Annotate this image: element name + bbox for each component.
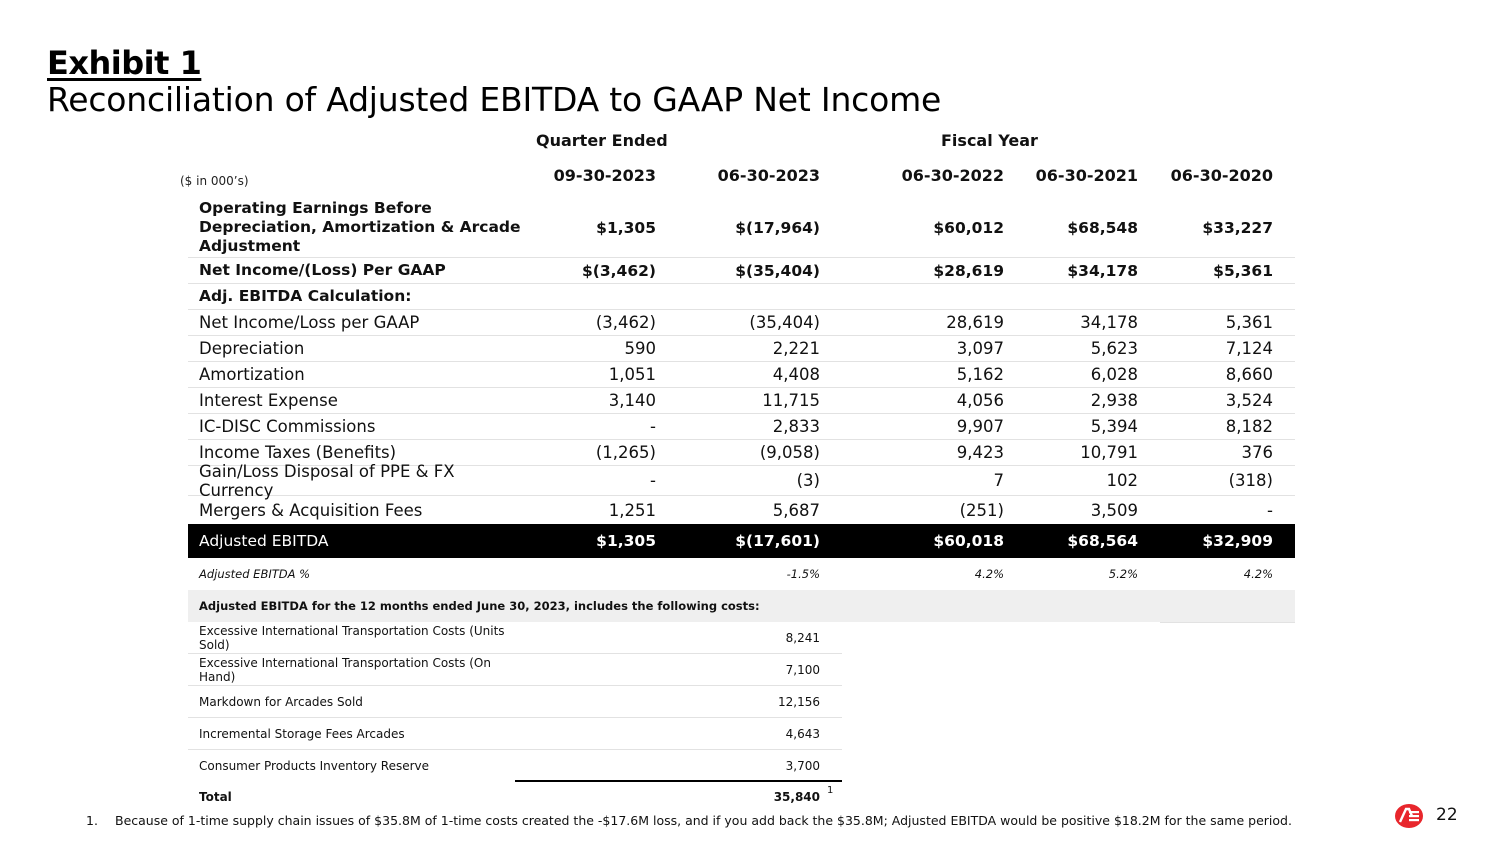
cost-label: Consumer Products Inventory Reserve bbox=[199, 759, 429, 773]
cost-label: Excessive International Transportation Costs (Units Sold) bbox=[199, 623, 505, 652]
row-label: Interest Expense bbox=[199, 391, 338, 410]
cell-value: 2,833 bbox=[772, 417, 820, 436]
cell-value: 3,097 bbox=[956, 339, 1004, 358]
exhibit-title: Exhibit 1 bbox=[47, 44, 202, 82]
row-label: Adjusted EBITDA % bbox=[199, 566, 311, 581]
cell-value: $33,227 bbox=[1202, 218, 1273, 237]
cell-value: 28,619 bbox=[946, 313, 1004, 332]
cost-label: Incremental Storage Fees Arcades bbox=[199, 726, 405, 741]
adjusted-ebitda-row bbox=[188, 524, 1295, 558]
cell-value: 9,907 bbox=[956, 417, 1004, 436]
row-label: Net Income/(Loss) Per GAAP bbox=[199, 261, 446, 279]
column-header: 06-30-2021 bbox=[1035, 166, 1138, 185]
row-label: Operating Earnings Before Depreciation, Amortization & Arcade Adjustment bbox=[199, 199, 521, 255]
table-row bbox=[188, 461, 1295, 500]
table-row bbox=[188, 310, 1295, 336]
cell-value: 5,394 bbox=[1090, 417, 1138, 436]
row-label: Depreciation bbox=[199, 339, 305, 358]
costs-heading: Adjusted EBITDA for the 12 months ended June 30, 2023, includes the following costs: bbox=[188, 590, 1295, 622]
cost-value: 12,156 bbox=[778, 694, 820, 709]
cell-value: - bbox=[650, 471, 656, 490]
cell-value: 590 bbox=[624, 339, 656, 358]
adjusted-ebitda-pct-row bbox=[188, 560, 1295, 588]
group-header-quarter: Quarter Ended bbox=[536, 131, 668, 150]
row-label: IC-DISC Commissions bbox=[199, 417, 376, 436]
cell-value: 4,056 bbox=[956, 391, 1004, 410]
cell-value: $28,619 bbox=[933, 261, 1004, 280]
cell-value: 4,408 bbox=[772, 365, 820, 384]
cell-value: (318) bbox=[1228, 471, 1273, 490]
divider bbox=[1160, 622, 1295, 623]
cost-value: 8,241 bbox=[785, 630, 820, 645]
footnote bbox=[86, 813, 1292, 828]
cell-value: 4.2% bbox=[974, 567, 1004, 581]
cell-value: 376 bbox=[1241, 443, 1273, 462]
table-row bbox=[188, 388, 1295, 414]
row-label: Adjusted EBITDA bbox=[199, 531, 329, 550]
table-row bbox=[188, 198, 1295, 258]
cell-value: - bbox=[1267, 500, 1273, 520]
cost-row bbox=[188, 622, 842, 654]
cost-label: Markdown for Arcades Sold bbox=[199, 694, 363, 709]
cost-row bbox=[188, 718, 842, 750]
row-label: Net Income/Loss per GAAP bbox=[199, 313, 420, 332]
cell-value: (3,462) bbox=[595, 313, 656, 332]
row-label: Mergers & Acquisition Fees bbox=[199, 500, 423, 520]
cost-total-label: Total bbox=[199, 790, 232, 804]
cell-value: $5,361 bbox=[1213, 261, 1273, 280]
cell-value: $(35,404) bbox=[735, 261, 820, 280]
cell-value: 4.2% bbox=[1243, 567, 1273, 581]
cell-value: $1,305 bbox=[596, 532, 656, 550]
cost-value: 3,700 bbox=[785, 759, 820, 773]
row-label: Income Taxes (Benefits) bbox=[199, 443, 397, 462]
cell-value: 7,124 bbox=[1225, 339, 1273, 358]
cell-value: 1,251 bbox=[608, 500, 656, 520]
cell-value: 34,178 bbox=[1080, 313, 1138, 332]
arcade-logo-icon bbox=[1394, 803, 1424, 829]
cell-value: 3,140 bbox=[608, 391, 656, 410]
cell-value: $60,018 bbox=[933, 532, 1004, 550]
table-row bbox=[188, 336, 1295, 362]
row-label: Adj. EBITDA Calculation: bbox=[199, 287, 412, 305]
column-header: 06-30-2022 bbox=[901, 166, 1004, 185]
group-header-fiscal: Fiscal Year bbox=[941, 131, 1038, 150]
row-label: Gain/Loss Disposal of PPE & FX Currency bbox=[199, 461, 455, 500]
cost-total-value: 35,840 bbox=[773, 790, 820, 804]
cell-value: $(3,462) bbox=[582, 261, 656, 280]
table-row bbox=[188, 258, 1295, 284]
cell-value: 5,623 bbox=[1090, 339, 1138, 358]
table-row bbox=[188, 362, 1295, 388]
cell-value: (3) bbox=[796, 471, 820, 490]
cell-value: $60,012 bbox=[933, 218, 1004, 237]
cell-value: 2,938 bbox=[1090, 391, 1138, 410]
footnote-number: 1. bbox=[86, 813, 98, 828]
cell-value: -1.5% bbox=[786, 567, 820, 581]
cost-value: 4,643 bbox=[785, 726, 820, 741]
row-label: Amortization bbox=[199, 365, 305, 384]
cost-row bbox=[188, 654, 842, 686]
cell-value: 2,221 bbox=[772, 339, 820, 358]
cell-value: (9,058) bbox=[759, 443, 820, 462]
cell-value: (1,265) bbox=[595, 443, 656, 462]
cell-value: 6,028 bbox=[1090, 365, 1138, 384]
cell-value: $(17,964) bbox=[735, 218, 820, 237]
table-row bbox=[188, 414, 1295, 440]
cost-total-row bbox=[188, 782, 842, 812]
cell-value: 5.2% bbox=[1108, 567, 1138, 581]
cell-value: 11,715 bbox=[762, 391, 820, 410]
cost-row bbox=[188, 686, 842, 718]
cell-value: - bbox=[650, 417, 656, 436]
cell-value: $32,909 bbox=[1202, 532, 1273, 550]
cell-value: (35,404) bbox=[749, 313, 820, 332]
cost-value: 7,100 bbox=[785, 662, 820, 677]
cost-label: Excessive International Transportation Costs (On Hand) bbox=[199, 655, 491, 684]
cell-value: $34,178 bbox=[1067, 261, 1138, 280]
cell-value: $68,548 bbox=[1067, 218, 1138, 237]
units-note: ($ in 000’s) bbox=[180, 174, 249, 188]
cell-value: $1,305 bbox=[596, 218, 656, 237]
cost-row bbox=[188, 750, 842, 782]
cell-value: 8,660 bbox=[1225, 365, 1273, 384]
cell-value: 9,423 bbox=[956, 443, 1004, 462]
page-number: 22 bbox=[1436, 805, 1458, 825]
cell-value: 1,051 bbox=[608, 365, 656, 384]
cell-value: $(17,601) bbox=[735, 532, 820, 550]
cell-value: $68,564 bbox=[1067, 532, 1138, 550]
cell-value: 3,524 bbox=[1225, 391, 1273, 410]
cell-value: 8,182 bbox=[1225, 417, 1273, 436]
table-section-heading bbox=[188, 284, 1295, 310]
column-header: 06-30-2023 bbox=[717, 166, 820, 185]
cell-value: 3,509 bbox=[1090, 500, 1138, 520]
cell-value: 5,687 bbox=[772, 500, 820, 520]
column-header: 09-30-2023 bbox=[553, 166, 656, 185]
cell-value: (251) bbox=[959, 500, 1004, 520]
cell-value: 7 bbox=[993, 471, 1004, 490]
cell-value: 10,791 bbox=[1080, 443, 1138, 462]
page-subtitle: Reconciliation of Adjusted EBITDA to GAAP Net Income bbox=[47, 80, 942, 119]
column-header: 06-30-2020 bbox=[1170, 166, 1273, 185]
cell-value: 102 bbox=[1106, 471, 1138, 490]
cell-value: 5,162 bbox=[956, 365, 1004, 384]
table-row bbox=[188, 496, 1295, 524]
cell-value: 5,361 bbox=[1225, 313, 1273, 332]
footnote-text: Because of 1-time supply chain issues of $35.8M of 1-time costs created the -$17.6M loss, and if you add back the $35.8M; Adjusted EBITDA would be positive $18.2M for the same period. bbox=[115, 813, 1292, 828]
footnote-ref: 1 bbox=[827, 785, 834, 796]
